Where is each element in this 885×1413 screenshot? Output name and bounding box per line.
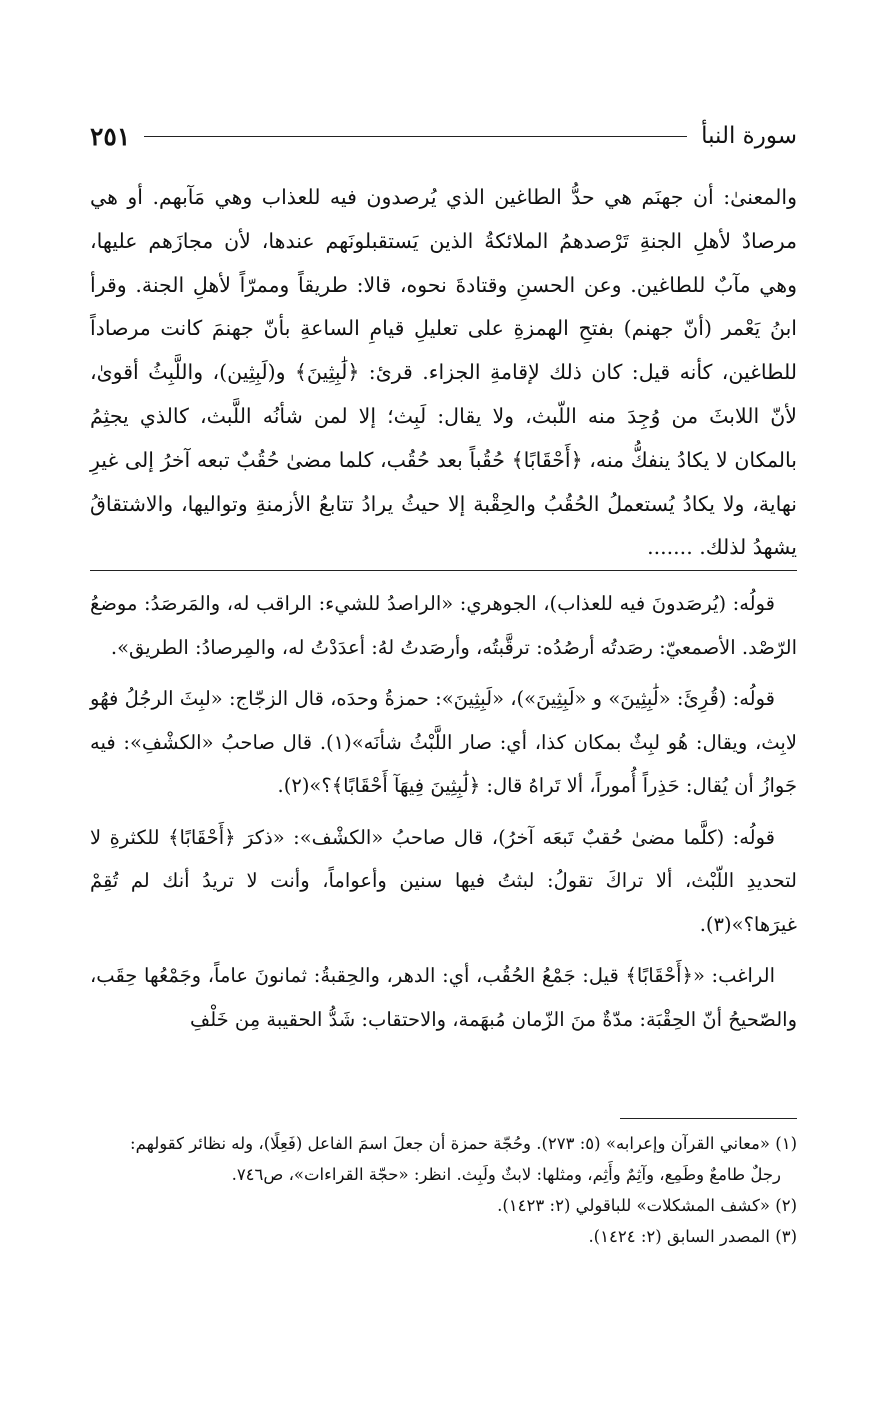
page-number: ٢٥١ <box>90 121 131 151</box>
commentary-paragraph-1: قولُه: (يُرصَدونَ فيه للعذاب)، الجوهري: «الراصدُ للشيء: الراقب له، والمَرصَدُ: موضعُ الرّصْد. الأصمعيّ: رصَدتُه أرصُدُه: ترقَّبتُه، وأرصَدتُ لهُ: أعدَدْتُ له، والمِرصادُ: الطريق». <box>90 592 797 659</box>
header-rule <box>144 136 687 137</box>
main-paragraph: والمعنىٰ: أن جهنَم هي حدُّ الطاغين الذي يُرصدون فيه للعذاب وهي مَآبهم. أو هي مرصادٌ لأهلِ الجنةِ تَرْصدهمُ الملائكةُ الذين يَستقبلونَهم عندها، لأن مجازَهم عليها، وهي مآبٌ للطاغين. وعن الحسنِ وقتادةَ نحوه، قالا: طريقاً وممرّاً لأهلِ الجنة. وقرأ ابنُ يَعْمر (أنّ جهنم) بفتحِ الهمزةِ على تعليلِ قيامِ الساعةِ بأنّ جهنمَ كانت مرصاداً للطاغين، كأنه قيل: كان ذلك لإقامةِ الجزاء. قرئ: ﴿لَٰبِثِينَ﴾ و(لَبِثِين)، واللَّبِثُ أقوىٰ، لأنّ اللابثَ من وُجِدَ منه اللّبث، ولا يقال: لَبِث؛ إلا لمن شأنُه اللَّبث، كالذي يجثِمُ بالمكان لا يكادُ ينفكُّ منه، ﴿أَحْقَابًا﴾ حُقُباً بعد حُقُب، كلما مضىٰ حُقُبٌ تبعه آخرُ إلى غيرِ نهاية، ولا يكادُ يُستعملُ الحُقُبُ والحِقْبة إلا حيثُ يرادُ تتابعُ الأزمنةِ وتواليها، والاشتقاقُ يشهدُ لذلك. ....... <box>90 185 797 560</box>
commentary-block <box>90 582 797 1049</box>
footnote-separator-line <box>620 1118 797 1119</box>
footnote-2: (٢) «كشف المشكلات» للباقولي (٢: ١٤٢٣). <box>497 1196 797 1215</box>
footnotes-block <box>90 1128 797 1252</box>
commentary-paragraph-4: الراغب: «﴿أَحْقَابًا﴾ قيل: جَمْعُ الحُقُب، أي: الدهر، والحِقبةُ: ثمانونَ عاماً، وجَمْعُها حِقَب، والصّحيحُ أنّ الحِقْبَة: مدّةٌ منَ الزّمان مُبهَمة، والاحتقاب: شَدُّ الحقيبة مِن خَلْفِ <box>90 964 797 1031</box>
commentary-paragraph-3: قولُه: (كلَّما مضىٰ حُقبٌ تَبعَه آخرُ)، قال صاحبُ «الكشْف»: «ذكرَ ﴿أَحْقَابًا﴾ للكثرةِ لا لتحديدِ اللّبْث، ألا تراكَ تقولُ: لبثتُ فيها سنين وأعواماً، وأنت لا تريدُ أنك لم تُقِمْ غيرَها؟»(٣). <box>90 825 797 936</box>
commentary-paragraph-2: قولُه: (قُرِئَ: «لَٰبِثِينَ» و «لَبِثِينَ»)، «لَبِثِينَ»: حمزةُ وحدَه، قال الزجّاج: «لبِثَ الرجُلُ فهُو لابِث، ويقال: هُو لبِثٌ بمكان كذا، أي: صار اللَّبْثُ شأنَه»(١). قال صاحبُ «الكشْفِ»: فيه جَوازُ أن يُقال: حَذِراً أُموراً، ألا تَراهُ قال: ﴿لَٰبِثِينَ فِيهَآ أَحْقَابًا﴾؟»(٢). <box>90 687 797 797</box>
main-separator-line <box>90 570 797 571</box>
surah-title: سورة النبأ <box>701 123 797 149</box>
main-text-block <box>90 176 797 570</box>
running-header <box>90 116 797 156</box>
footnote-1: (١) «معاني القرآن وإعرابه» (٥: ٢٧٣). وحُجّة حمزة أن جعلَ اسمَ الفاعل (فَعِلًا)، وله نظائر كقولهم: <box>130 1134 797 1153</box>
footnote-1-continuation: رجلٌ طامعٌ وطَمِع، وآثِمٌ وأَثِم، ومثلها: لابثٌ ولَبِث. انظر: «حجّة القراءات»، ص٧٤٦. <box>231 1165 781 1184</box>
footnote-3: (٣) المصدر السابق (٢: ١٤٢٤). <box>588 1227 797 1246</box>
